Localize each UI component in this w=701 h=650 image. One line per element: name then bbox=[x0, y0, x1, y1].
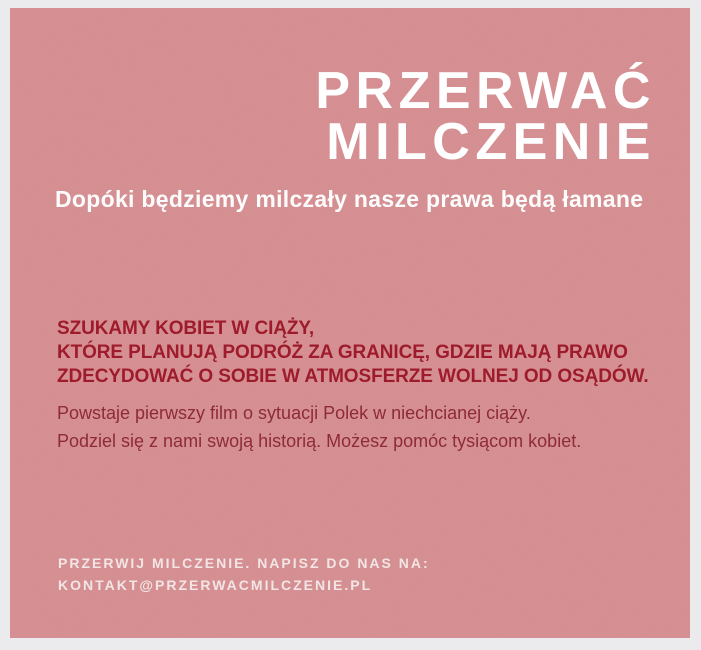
body-text-block bbox=[57, 399, 581, 455]
poster-subtitle: Dopóki będziemy milczały nasze prawa będą łamane bbox=[55, 186, 644, 212]
poster-title bbox=[315, 62, 656, 171]
body-line-2: Podziel się z nami swoją historią. Możesz pomóc tysiącom kobiet. bbox=[57, 431, 582, 451]
title-line-2: MILCZENIE bbox=[326, 113, 656, 171]
footer-call-to-action: PRZERWIJ MILCZENIE. NAPISZ DO NAS NA: bbox=[58, 555, 430, 571]
callout-line-2: KTÓRE PLANUJĄ PODRÓŻ ZA GRANICĘ, GDZIE MAJĄ PRAWO bbox=[57, 342, 628, 363]
callout-line-1: SZUKAMY KOBIET W CIĄŻY, bbox=[57, 318, 315, 339]
contact-footer bbox=[58, 552, 430, 596]
body-line-1: Powstaje pierwszy film o sytuacji Polek w niechcianej ciąży. bbox=[57, 403, 531, 423]
footer-contact-email: KONTAKT@PRZERWACMILCZENIE.PL bbox=[58, 577, 373, 593]
callout-block bbox=[57, 317, 649, 389]
title-line-1: PRZERWAĆ bbox=[315, 62, 656, 120]
callout-line-3: ZDECYDOWAĆ O SOBIE W ATMOSFERZE WOLNEJ OD OSĄDÓW. bbox=[57, 366, 649, 387]
poster-canvas bbox=[10, 8, 690, 638]
